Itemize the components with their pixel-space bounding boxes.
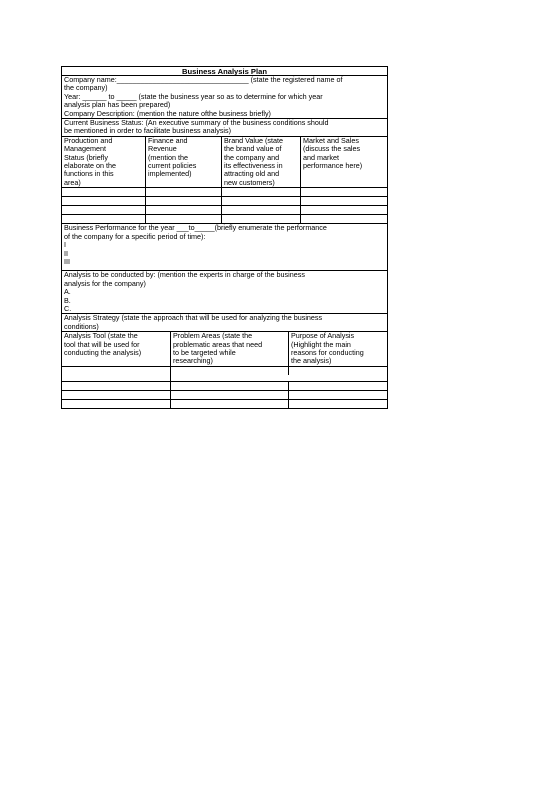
header-text: conducting the analysis) — [64, 347, 142, 357]
table-row — [62, 400, 387, 408]
performance-item: I — [64, 240, 66, 250]
current-status-section — [62, 119, 387, 137]
analysis-by-item: B. — [64, 295, 71, 305]
table-row — [62, 382, 387, 391]
blank-cell[interactable] — [62, 188, 146, 196]
blank-cell[interactable] — [289, 400, 387, 408]
purpose-of-analysis-header — [289, 332, 387, 366]
header-text: Analysis Tool (state the — [64, 331, 138, 341]
header-text: researching) — [173, 356, 213, 366]
header-text: Problem Areas (state the — [173, 331, 253, 341]
analysis-by-line: Analysis to be conducted by: (mention the experts in charge of the business — [64, 270, 305, 280]
strategy-table — [62, 332, 387, 408]
header-text: to be targeted while — [173, 347, 236, 357]
blank-cell[interactable] — [222, 215, 301, 223]
problem-areas-header — [171, 332, 289, 366]
blank-cell[interactable] — [301, 206, 387, 214]
blank-cell[interactable] — [146, 197, 222, 205]
analysis-strategy-section — [62, 314, 387, 332]
blank-cell[interactable] — [171, 400, 289, 408]
status-table-header — [62, 137, 387, 188]
blank-cell[interactable] — [301, 197, 387, 205]
table-row — [62, 391, 387, 400]
header-text: current policies — [148, 161, 197, 171]
table-row — [62, 197, 387, 206]
header-text: the brand value of — [224, 144, 282, 154]
business-analysis-plan-form — [61, 66, 388, 409]
status-table — [62, 137, 387, 224]
analysis-conducted-by-section — [62, 271, 387, 314]
blank-cell[interactable] — [62, 215, 146, 223]
year-line: Year: ______ to _____ (state the business year so as to determine for which year — [64, 91, 323, 101]
header-text: Finance and — [148, 135, 188, 145]
header-text: Purpose of Analysis — [291, 331, 355, 341]
header-text: (discuss the sales — [303, 144, 361, 154]
header-text: problematic areas that need — [173, 339, 263, 349]
company-info-section — [62, 76, 387, 119]
header-text: tool that will be used for — [64, 339, 140, 349]
blank-cell[interactable] — [301, 188, 387, 196]
blank-cell[interactable] — [62, 391, 171, 399]
strategy-table-header — [62, 332, 387, 367]
performance-item: II — [64, 248, 68, 258]
blank-cell[interactable] — [62, 382, 171, 390]
performance-line: of the company for a specific period of time): — [64, 231, 206, 241]
blank-cell[interactable] — [222, 197, 301, 205]
header-text: attracting old and — [224, 169, 280, 179]
market-sales-header — [301, 137, 387, 187]
header-text: (Highlight the main — [291, 339, 351, 349]
blank-cell[interactable] — [62, 367, 171, 381]
header-text: reasons for conducting — [291, 347, 364, 357]
header-text: Market and Sales — [303, 135, 359, 145]
header-text: Brand Value (state — [224, 135, 283, 145]
header-text: Revenue — [148, 144, 177, 154]
blank-cell[interactable] — [222, 206, 301, 214]
performance-line: Business Performance for the year ___to_____(briefly enumerate the performance — [64, 223, 327, 233]
header-text: (mention the — [148, 152, 188, 162]
analysis-by-item: C. — [64, 303, 72, 313]
blank-cell[interactable] — [301, 215, 387, 223]
strategy-line: conditions) — [64, 321, 99, 331]
header-text: its effectiveness in — [224, 161, 283, 171]
company-name-line: Company name:_________________________________ (state the registered name of — [64, 75, 343, 84]
blank-cell[interactable] — [146, 188, 222, 196]
brand-value-header — [222, 137, 301, 187]
strategy-line: Analysis Strategy (state the approach that will be used for analyzing the business — [64, 313, 323, 323]
company-name-line-cont: the company) — [64, 83, 108, 93]
blank-cell[interactable] — [171, 367, 289, 375]
header-text: functions in this — [64, 169, 114, 179]
blank-cell[interactable] — [62, 400, 171, 408]
finance-revenue-header — [146, 137, 222, 187]
header-text: Management — [64, 144, 106, 154]
table-row — [62, 206, 387, 215]
analysis-by-line: analysis for the company) — [64, 278, 146, 288]
blank-cell[interactable] — [222, 188, 301, 196]
company-description-line: Company Description: (mention the nature ofthe business briefly) — [64, 108, 271, 118]
blank-cell[interactable] — [146, 206, 222, 214]
table-row — [62, 188, 387, 197]
blank-cell[interactable] — [146, 215, 222, 223]
table-row — [62, 215, 387, 223]
header-text: new customers) — [224, 177, 275, 187]
header-text: Production and — [64, 135, 113, 145]
analysis-tool-header — [62, 332, 171, 366]
header-text: elaborate on the — [64, 161, 116, 171]
header-text: implemented) — [148, 169, 192, 179]
year-line-cont: analysis plan has been prepared) — [64, 100, 171, 110]
header-text: Status (briefly — [64, 152, 108, 162]
blank-cell[interactable] — [171, 391, 289, 399]
header-text: performance here) — [303, 161, 363, 171]
header-text: the analysis) — [291, 356, 332, 366]
status-line-cont: be mentioned in order to facilitate business analysis) — [64, 126, 232, 136]
form-title: Business Analysis Plan — [62, 67, 387, 76]
blank-cell[interactable] — [62, 197, 146, 205]
business-performance-section — [62, 224, 387, 271]
blank-cell[interactable] — [289, 367, 387, 375]
blank-cell[interactable] — [62, 206, 146, 214]
header-text: and market — [303, 152, 339, 162]
production-management-header — [62, 137, 146, 187]
blank-cell[interactable] — [289, 382, 387, 390]
table-row — [62, 367, 387, 382]
header-text: area) — [64, 177, 81, 187]
header-text: the company and — [224, 152, 280, 162]
performance-item: III — [64, 256, 70, 266]
status-line: Current Business Status: (An executive summary of the business conditions should — [64, 118, 329, 128]
blank-cell[interactable] — [289, 391, 387, 399]
analysis-by-item: A. — [64, 287, 71, 297]
blank-cell[interactable] — [171, 382, 289, 390]
